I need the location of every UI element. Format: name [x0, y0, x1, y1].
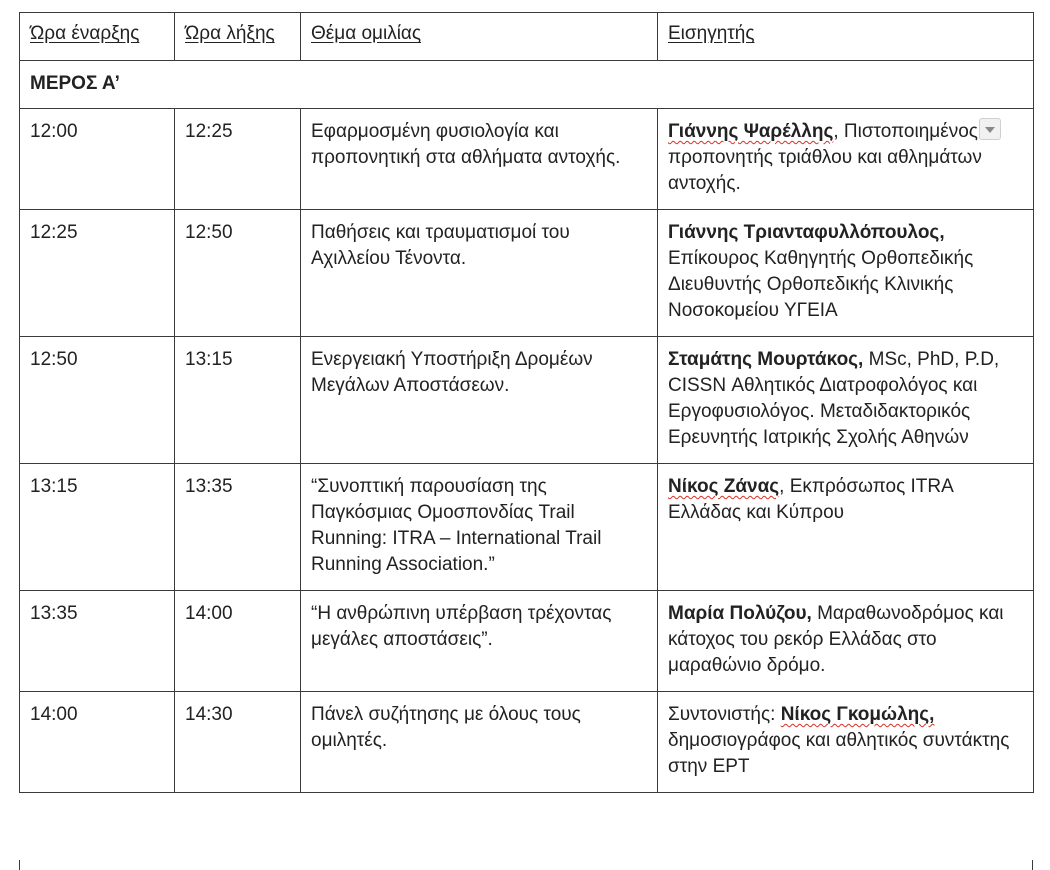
schedule-table — [19, 12, 1034, 793]
topic-cell[interactable]: Ενεργειακή Υποστήριξη Δρομέων Μεγάλων Αποστάσεων. — [301, 337, 658, 464]
speaker-description: MSc, PhD, P.D, CISSN Αθλητικός Διατροφολόγος και Εργοφυσιολόγος. Μεταδιδακτορικός Ερευνητής Ιατρικής Σχολής Αθηνών — [668, 349, 1000, 448]
dropdown-arrow-icon[interactable] — [979, 118, 1001, 140]
topic-cell[interactable]: “Η ανθρώπινη υπέρβαση τρέχοντας μεγάλες αποστάσεις”. — [301, 591, 658, 692]
speaker-prefix: Συντονιστής: — [668, 704, 781, 725]
header-end-time[interactable]: Ώρα λήξης — [175, 13, 301, 61]
next-table-row-edge — [19, 860, 1033, 870]
end-time-cell[interactable]: 13:15 — [175, 337, 301, 464]
table-row — [20, 692, 1034, 793]
header-speaker[interactable]: Εισηγητής — [658, 13, 1034, 61]
speaker-description: Πιστοποιημένος προπονητής τριάθλου και αθλημάτων αντοχής. — [668, 121, 982, 194]
table-row — [20, 464, 1034, 591]
end-time-cell[interactable]: 12:50 — [175, 210, 301, 337]
end-time-cell[interactable]: 13:35 — [175, 464, 301, 591]
part-row — [20, 61, 1034, 109]
part-label[interactable]: ΜΕΡΟΣ Α’ — [20, 61, 1034, 109]
end-time-cell[interactable]: 14:30 — [175, 692, 301, 793]
start-time-cell[interactable]: 14:00 — [20, 692, 175, 793]
topic-cell[interactable]: “Συνοπτική παρουσίαση της Παγκόσμιας Ομοσπονδίας Trail Running: ITRA – International Trail Running Association.” — [301, 464, 658, 591]
header-start-time[interactable]: Ώρα έναρξης — [20, 13, 175, 61]
start-time-cell[interactable]: 13:15 — [20, 464, 175, 591]
start-time-cell[interactable]: 13:35 — [20, 591, 175, 692]
table-row — [20, 109, 1034, 210]
speaker-description: δημοσιογράφος και αθλητικός συντάκτης στην ΕΡΤ — [668, 730, 1010, 777]
speaker-separator: , — [833, 121, 844, 142]
speaker-name: Γιάννης Ψαρέλλης — [668, 121, 834, 142]
speaker-cell[interactable] — [658, 692, 1034, 793]
table-row — [20, 210, 1034, 337]
speaker-description: Μαραθωνοδρόμος και κάτοχος του ρεκόρ Ελλάδας στο μαραθώνιο δρόμο. — [668, 603, 1004, 676]
start-time-cell[interactable]: 12:50 — [20, 337, 175, 464]
speaker-cell[interactable] — [658, 591, 1034, 692]
speaker-name: Νίκος Γκομώλης, — [780, 704, 935, 725]
speaker-cell[interactable] — [658, 337, 1034, 464]
topic-cell[interactable]: Παθήσεις και τραυματισμοί του Αχιλλείου Τένοντα. — [301, 210, 658, 337]
speaker-name: Σταμάτης Μουρτάκος, — [668, 349, 864, 370]
table-row — [20, 591, 1034, 692]
document-page — [19, 12, 1034, 793]
table-row — [20, 337, 1034, 464]
end-time-cell[interactable]: 14:00 — [175, 591, 301, 692]
speaker-name: Γιάννης Τριανταφυλλόπουλος, — [668, 222, 945, 243]
speaker-name: Νίκος Ζάνας — [668, 476, 780, 497]
speaker-description: Εκπρόσωπος ITRA Ελλάδας και Κύπρου — [668, 476, 953, 523]
speaker-description: Επίκουρος Καθηγητής Ορθοπεδικής Διευθυντής Ορθοπεδικής Κλινικής Νοσοκομείου ΥΓΕΙΑ — [668, 248, 974, 321]
start-time-cell[interactable]: 12:25 — [20, 210, 175, 337]
topic-cell[interactable]: Εφαρμοσμένη φυσιολογία και προπονητική στα αθλήματα αντοχής. — [301, 109, 658, 210]
speaker-name: Μαρία Πολύζου, — [668, 603, 812, 624]
speaker-cell[interactable] — [658, 109, 1034, 210]
end-time-cell[interactable]: 12:25 — [175, 109, 301, 210]
topic-cell[interactable]: Πάνελ συζήτησης με όλους τους ομιλητές. — [301, 692, 658, 793]
speaker-cell[interactable] — [658, 210, 1034, 337]
header-row — [20, 13, 1034, 61]
speaker-separator: , — [779, 476, 790, 497]
header-topic[interactable]: Θέμα ομιλίας — [301, 13, 658, 61]
start-time-cell[interactable]: 12:00 — [20, 109, 175, 210]
speaker-cell[interactable] — [658, 464, 1034, 591]
